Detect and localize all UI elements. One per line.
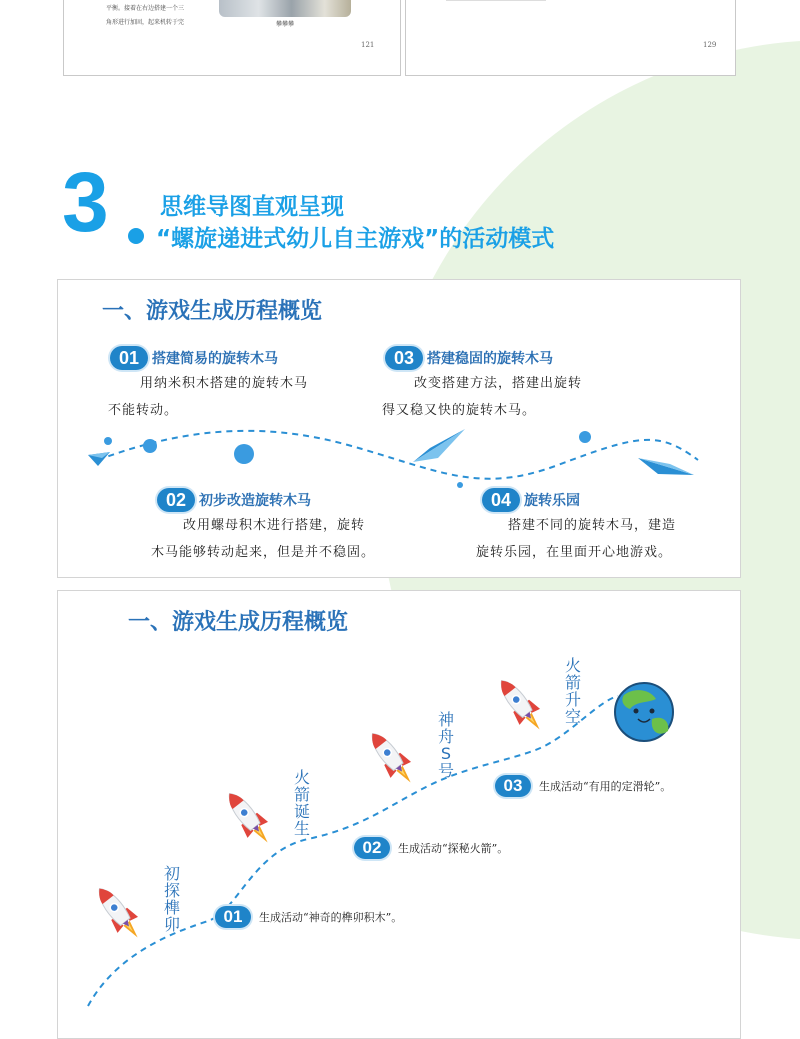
activity-02: [354, 837, 508, 859]
activity-number-badge: 02: [354, 837, 390, 859]
step-title: 搭建稳固的旋转木马: [427, 351, 553, 367]
paper-plane-icon: [638, 458, 694, 475]
step-number-badge: 02: [157, 488, 195, 512]
page-number: 129: [703, 41, 717, 49]
rocket-icon: [491, 673, 550, 738]
activity-text: 生成活动“有用的定滑轮”。: [539, 780, 672, 793]
stage-label: 初探榫卯: [164, 864, 181, 934]
section-number-dot: [128, 228, 144, 244]
step-description: [108, 370, 308, 424]
photo-strip: [219, 0, 351, 17]
step-description-line: 改用螺母积木进行搭建，旋转: [183, 518, 366, 533]
step-02-heading: [157, 488, 311, 512]
step-description-line: 用纳米积木搭建的旋转木马: [140, 376, 309, 391]
stage-label: 神舟S号: [438, 710, 455, 780]
step-description: [151, 512, 375, 566]
step-title: 搭建简易的旋转木马: [152, 351, 278, 367]
step-description-line: 得又稳又快的旋转木马。: [382, 403, 537, 418]
page-thumbnail-right[interactable]: [405, 0, 736, 76]
step-description-line: 旋转乐园，在里面开心地游戏。: [476, 545, 673, 560]
step-title: 旋转乐园: [524, 493, 580, 509]
page-thumbnail-left[interactable]: [63, 0, 401, 76]
step-description-line: 不能转动。: [108, 403, 179, 418]
paper-plane-icon: [88, 452, 110, 466]
page-text-line: [446, 0, 546, 1]
step-description: [476, 512, 676, 566]
paper-plane-icon: [413, 429, 465, 462]
activity-text: 生成活动“神奇的榫卯积木”。: [259, 911, 403, 924]
step-04-heading: [482, 488, 580, 512]
rocket-path-decoration: [58, 591, 740, 1038]
step-description-line: 搭建不同的旋转木马，建造: [508, 518, 677, 533]
stage-label: 火箭诞生: [294, 768, 311, 838]
step-number-badge: 01: [110, 346, 148, 370]
rocket-icon: [219, 786, 278, 851]
earth-icon: [615, 683, 673, 741]
photo-caption: 攀攀攀: [276, 21, 295, 28]
activity-01: [215, 906, 402, 928]
step-number-badge: 03: [385, 346, 423, 370]
rocket-icon: [362, 726, 421, 791]
page-text-line: 角形进行加固，起来机转于完: [106, 19, 185, 26]
step-01-heading: [110, 346, 278, 370]
step-description-line: 木马能够转动起来，但是并不稳固。: [151, 545, 376, 560]
step-title: 初步改造旋转木马: [199, 493, 311, 509]
page-text-line: 平衡。接着在右边搭建一个三: [106, 5, 185, 12]
panel-title: 一、游戏生成历程概览: [102, 298, 323, 324]
section-title-line2: “螺旋递进式幼儿自主游戏”的活动模式: [156, 226, 555, 252]
panel-title: 一、游戏生成历程概览: [128, 609, 349, 635]
step-03-heading: [385, 346, 553, 370]
activity-number-badge: 03: [495, 775, 531, 797]
game-history-panel-1: [57, 279, 741, 578]
activity-text: 生成活动“探秘火箭”。: [398, 842, 509, 855]
stage-label: 火箭升空: [565, 656, 582, 726]
section-number: 3: [62, 155, 109, 249]
activity-number-badge: 01: [215, 906, 251, 928]
page-number: 121: [361, 41, 375, 49]
step-description: [382, 370, 582, 424]
rocket-icon: [89, 881, 148, 946]
section-title-line1: 思维导图直观呈现: [160, 194, 344, 220]
step-number-badge: 04: [482, 488, 520, 512]
game-history-panel-2: [57, 590, 741, 1039]
step-description-line: 改变搭建方法，搭建出旋转: [414, 376, 583, 391]
activity-03: [495, 775, 671, 797]
